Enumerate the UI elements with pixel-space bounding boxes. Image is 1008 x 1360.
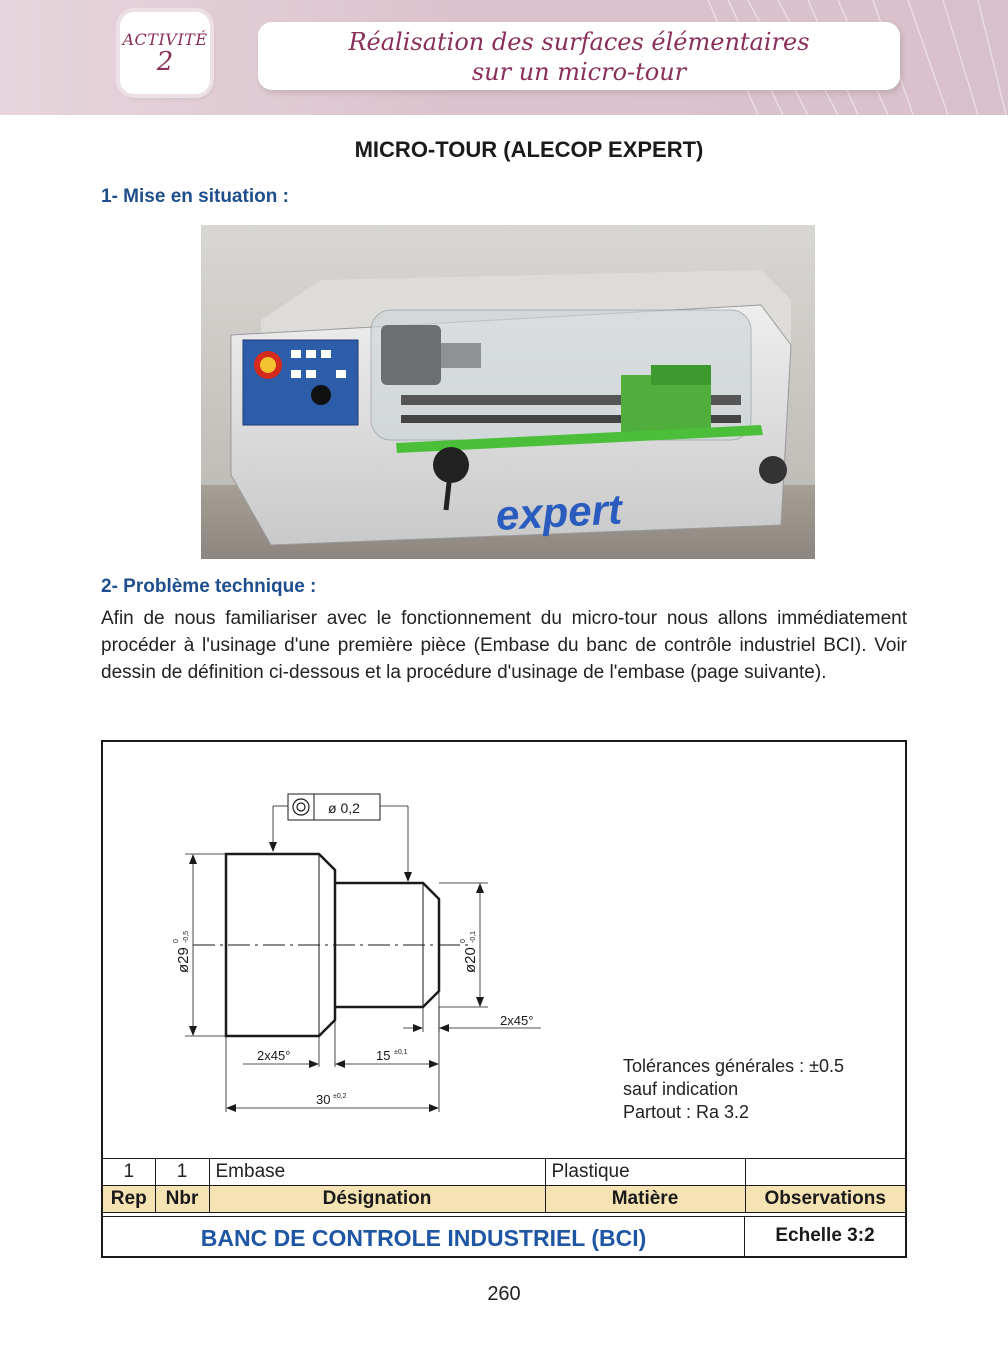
concentricity-tolerance: ø 0,2	[328, 800, 360, 816]
assembly-name: BANC DE CONTROLE INDUSTRIEL (BCI)	[103, 1216, 745, 1258]
cell-observations	[745, 1159, 905, 1186]
table-header-row	[103, 1186, 905, 1213]
problem-paragraph: Afin de nous familiariser avec le fonctionnement du micro-tour nous allons immédiatement procéder à l'usinage d'une première pièce (Embase du banc de contrôle industriel BCI). Voir dessin de définition ci-dessous et la procédure d'usinage de l'embase (page suivante).	[101, 608, 907, 683]
activity-badge	[120, 12, 210, 94]
section-heading-2: 2- Problème technique :	[101, 576, 317, 597]
header-rep: Rep	[103, 1186, 155, 1213]
chamfer-right-label: 2x45°	[500, 1013, 534, 1028]
dim-small-diameter: ø20	[462, 947, 479, 973]
tolerance-line-3: Partout : Ra 3.2	[623, 1102, 750, 1122]
dim-large-diameter-tol-upper: 0	[173, 939, 180, 943]
dim-length-total: 30	[316, 1092, 331, 1107]
dim-length-step: 15	[376, 1048, 391, 1063]
chapter-title-line2: sur un micro-tour	[471, 58, 687, 86]
table-row	[103, 1159, 905, 1186]
dim-small-diameter-tol-lower: -0,1	[470, 930, 477, 943]
cell-rep: 1	[103, 1159, 155, 1186]
activity-label: ACTIVITÉ	[122, 30, 208, 49]
header-nbr: Nbr	[155, 1186, 209, 1213]
page-title: MICRO-TOUR (ALECOP EXPERT)	[354, 137, 704, 162]
dim-large-diameter: ø29	[175, 947, 192, 973]
header-material: Matière	[545, 1186, 745, 1213]
definition-drawing	[103, 742, 905, 1160]
drawing-frame	[101, 740, 907, 1258]
cell-designation: Embase	[209, 1159, 545, 1186]
page-number: 260	[487, 1283, 521, 1305]
dim-length-total-tol: ±0,2	[333, 1093, 347, 1100]
chamfer-left-label: 2x45°	[257, 1048, 291, 1063]
tolerance-line-1: Tolérances générales : ±0.5	[623, 1056, 845, 1076]
machine-logo: expert	[494, 485, 624, 539]
chapter-title	[258, 22, 900, 90]
cell-nbr: 1	[155, 1159, 209, 1186]
drawing-scale: Echelle 3:2	[745, 1216, 905, 1258]
chapter-title-line1: Réalisation des surfaces élémentaires	[348, 28, 810, 56]
header-observations: Observations	[745, 1186, 905, 1213]
tolerance-line-2: sauf indication	[623, 1079, 739, 1099]
dim-length-step-tol: ±0,1	[394, 1049, 408, 1056]
section-heading-1: 1- Mise en situation :	[101, 186, 289, 207]
cell-material: Plastique	[545, 1159, 745, 1186]
parts-list	[103, 1158, 905, 1213]
dim-small-diameter-tol-upper: 0	[460, 939, 467, 943]
micro-lathe-photo	[201, 225, 815, 559]
activity-number: 2	[156, 47, 174, 77]
dim-large-diameter-tol-lower: -0,5	[183, 930, 190, 943]
header-designation: Désignation	[209, 1186, 545, 1213]
